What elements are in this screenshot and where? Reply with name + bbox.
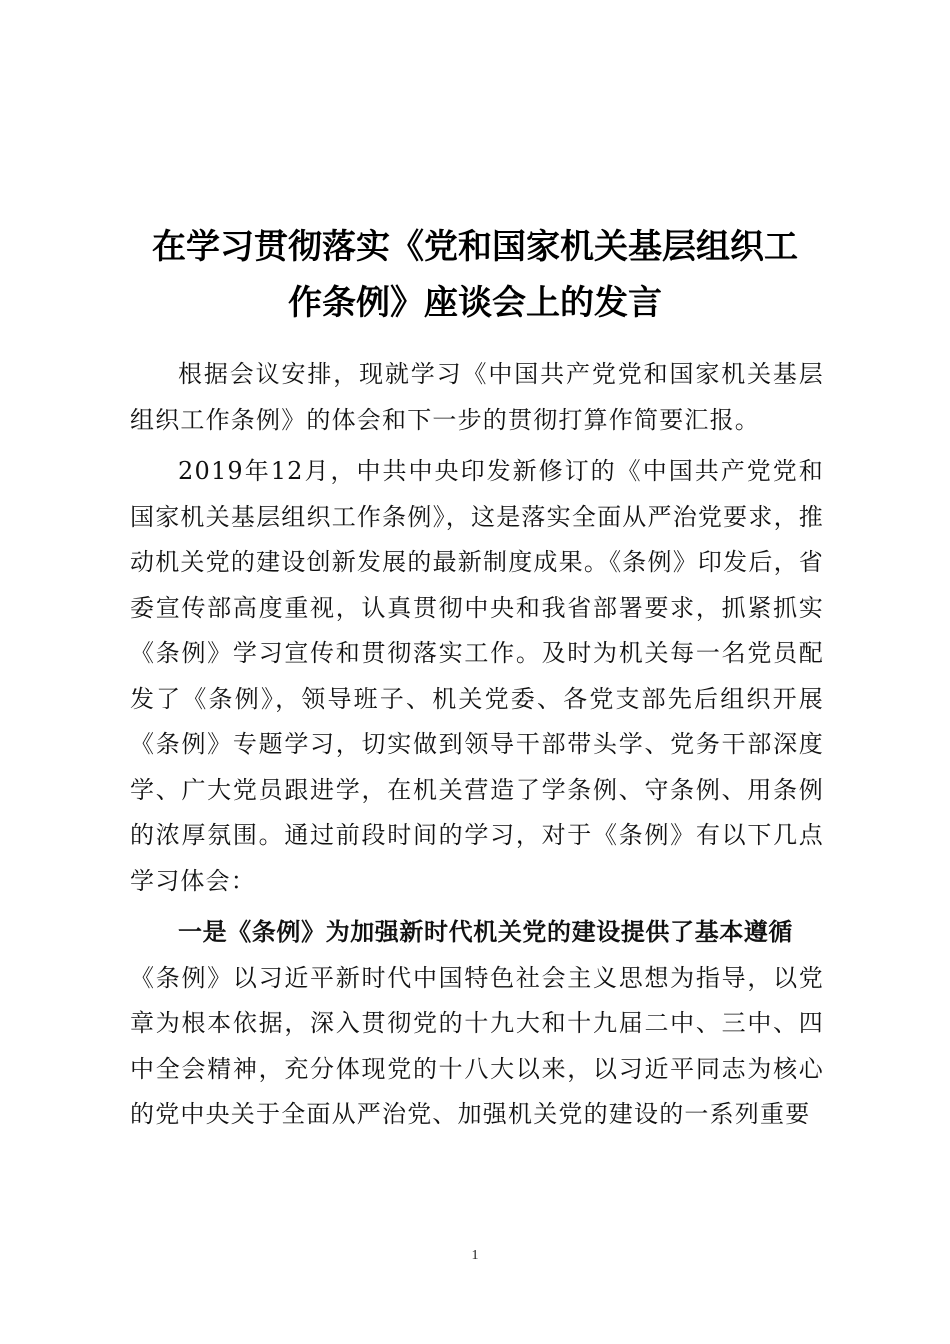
document-body [130, 352, 824, 1138]
page-number: 1 [471, 1248, 479, 1263]
paragraph-intro: 根据会议安排，现就学习《中国共产党党和国家机关基层组织工作条例》的体会和下一步的贯彻打算作简要汇报。 [130, 360, 824, 434]
section-heading-1: 一是《条例》为加强新时代机关党的建设提供了基本遵循 [178, 918, 793, 946]
paragraph-section-1: 《条例》以习近平新时代中国特色社会主义思想为指导，以党章为根本依据，深入贯彻党的十九大和十九届二中、三中、四中全会精神，充分体现党的十八大以来，以习近平同志为核心的党中央关于全面从严治党、加强机关党的建设的一系列重要 [130, 963, 824, 1128]
title-line-2: 作条例》座谈会上的发言 [288, 282, 662, 323]
document-title [100, 219, 850, 331]
paragraph-background: 2019年12月，中共中央印发新修订的《中国共产党党和国家机关基层组织工作条例》，这是落实全面从严治党要求，推动机关党的建设创新发展的最新制度成果。《条例》印发后，省委宣传部高度重视，认真贯彻中央和我省部署要求，抓紧抓实《条例》学习宣传和贯彻落实工作。及时为机关每一名党员配发了《条例》，领导班子、机关党委、各党支部先后组织开展《条例》专题学习，切实做到领导干部带头学、党务干部深度学、广大党员跟进学，在机关营造了学条例、守条例、用条例的浓厚氛围。通过前段时间的学习，对于《条例》有以下几点学习体会： [130, 457, 824, 895]
title-line-1: 在学习贯彻落实《党和国家机关基层组织工 [152, 226, 798, 267]
